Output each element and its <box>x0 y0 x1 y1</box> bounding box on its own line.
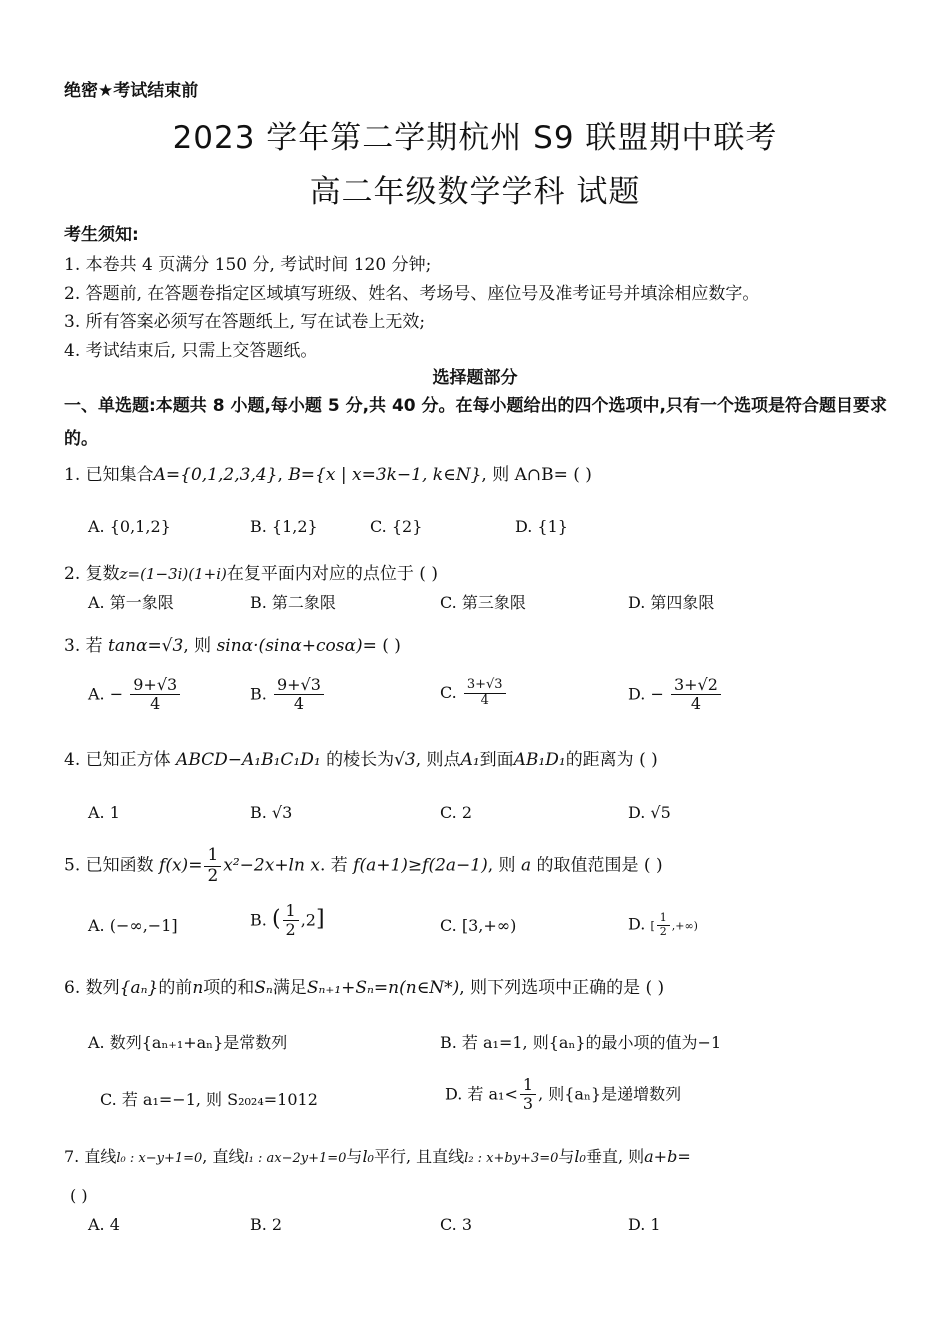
numerator: 1 <box>283 902 299 921</box>
numerator: 9+√3 <box>274 676 324 695</box>
option-a: A. {0,1,2} <box>88 517 171 536</box>
fraction <box>274 676 324 714</box>
question-stem: 垂直, 则 <box>585 1147 645 1166</box>
question-stem: 满足 <box>272 978 307 998</box>
option-rest: ,2 <box>300 910 316 930</box>
option-label: D. <box>628 684 646 704</box>
option-a <box>88 676 182 714</box>
question-stem: 已知函数 <box>85 855 154 876</box>
option-a: A. 数列{aₙ₊₁+aₙ}是常数列 <box>88 1033 288 1052</box>
option-rest: , 则{aₙ}是递增数列 <box>538 1084 682 1104</box>
question-7 <box>64 1144 691 1167</box>
math-expr: ABCD−A₁B₁C₁D₁ <box>176 750 321 770</box>
question-stem: , 则点 <box>415 750 461 770</box>
math-expr: l₀ : x−y+1=0 <box>116 1151 203 1166</box>
option-b: B. 若 a₁=1, 则{aₙ}的最小项的值为−1 <box>440 1033 722 1052</box>
numerator: 1 <box>520 1076 536 1095</box>
option-b: B. 2 <box>250 1215 283 1234</box>
option-c: C. [3,+∞) <box>440 916 517 935</box>
math-expr: A₁ <box>460 750 480 770</box>
question-stem: , 则下列选项中正确的是 ( ) <box>459 978 665 998</box>
numerator: 3+√2 <box>671 676 721 695</box>
question-stem: 与 <box>558 1147 575 1166</box>
option-d: D. √5 <box>628 803 671 822</box>
answer-blank: ( ) <box>70 1186 88 1205</box>
option-a: A. 4 <box>88 1215 120 1234</box>
question-stem: 与 <box>346 1147 363 1166</box>
option-d <box>628 912 698 938</box>
fraction <box>657 912 670 938</box>
option-label: C. <box>440 682 457 702</box>
option-a: A. 第一象限 <box>88 593 174 612</box>
section-intro: 一、单选题:本题共 8 小题,每小题 5 分,共 40 分。在每小题给出的四个选项中,只有一个选项是符合题目要求的。 <box>64 396 887 449</box>
numerator: 9+√3 <box>130 676 180 695</box>
math-expr: z=(1−3i)(1+i) <box>119 565 227 583</box>
fraction <box>520 1076 536 1114</box>
denominator: 4 <box>690 694 702 714</box>
question-stem: , 则 <box>183 636 212 656</box>
question-stem: 已知正方体 <box>85 750 171 770</box>
math-expr: f(x)= <box>159 855 203 876</box>
option-b <box>250 902 325 940</box>
option-c: C. 2 <box>440 803 473 822</box>
option-c: C. 3 <box>440 1215 473 1234</box>
close-bracket: ] <box>315 906 325 932</box>
math-expr: sinα·(sinα+cosα)= <box>216 636 377 656</box>
option-c: C. 若 a₁=−1, 则 S₂₀₂₄=1012 <box>100 1090 318 1109</box>
question-stem: 若 <box>85 636 103 656</box>
secret-mark: 绝密★考试结束前 <box>64 81 199 101</box>
instruction-item: 4. 考试结束后, 只需上交答题纸。 <box>64 341 318 361</box>
open-paren: ( <box>271 906 281 932</box>
question-4 <box>64 745 658 770</box>
option-a: A. (−∞,−1] <box>88 916 178 935</box>
question-number: 3. <box>64 636 81 656</box>
exam-subtitle: 高二年级数学学科 试题 <box>309 174 641 210</box>
math-expr: {aₙ} <box>119 978 159 998</box>
question-number: 6. <box>64 978 81 998</box>
question-stem: 直线 <box>84 1147 117 1166</box>
question-5 <box>64 846 663 886</box>
question-3 <box>64 631 401 656</box>
math-expr: a <box>520 855 532 876</box>
question-6 <box>64 973 664 998</box>
denominator: 2 <box>659 924 667 938</box>
denominator: 2 <box>285 920 296 940</box>
instructions-heading: 考生须知: <box>64 225 139 245</box>
math-expr: l₀ <box>362 1147 374 1166</box>
math-expr: AB₁D₁ <box>513 750 566 770</box>
sign: − <box>650 684 664 704</box>
option-label: B. <box>250 684 267 704</box>
question-stem: , 则 <box>487 855 516 876</box>
option-c <box>440 678 508 709</box>
option-label: D. <box>628 914 646 934</box>
math-expr: l₀ <box>574 1147 586 1166</box>
math-expr: Sₙ <box>254 978 273 998</box>
denominator: 4 <box>293 694 305 714</box>
fraction <box>204 846 221 886</box>
question-number: 7. <box>64 1147 80 1166</box>
option-label: A. <box>88 684 105 704</box>
math-expr: n <box>192 978 204 998</box>
option-label: D. 若 a₁< <box>445 1084 518 1104</box>
exam-title: 2023 学年第二学期杭州 S9 联盟期中联考 <box>172 120 778 156</box>
denominator: 2 <box>207 865 219 886</box>
question-stem: 的棱长为 <box>326 750 395 770</box>
option-rest: ,+∞) <box>671 919 698 933</box>
punct: , <box>277 465 283 485</box>
question-stem: 项的和 <box>203 978 255 998</box>
option-a: A. 1 <box>88 803 120 822</box>
option-b: B. √3 <box>250 803 293 822</box>
math-expr: f(a+1)≥f(2a−1) <box>353 855 488 876</box>
instruction-item: 2. 答题前, 在答题卷指定区域填写班级、姓名、考场号、座位号及准考证号并填涂相应数字。 <box>64 284 760 304</box>
question-stem: 的距离为 ( ) <box>565 750 658 770</box>
option-c: C. 第三象限 <box>440 593 526 612</box>
question-stem: , 直线 <box>202 1147 245 1166</box>
option-b: B. {1,2} <box>250 517 318 536</box>
numerator: 1 <box>657 912 670 926</box>
math-expr: Sₙ₊₁+Sₙ=n(n∈N*) <box>306 978 460 998</box>
option-b: B. 第二象限 <box>250 593 336 612</box>
fraction <box>130 676 180 714</box>
option-d: D. 第四象限 <box>628 593 715 612</box>
question-1 <box>64 460 592 485</box>
math-expr: a+b= <box>644 1147 691 1166</box>
option-c: C. {2} <box>370 517 423 536</box>
fraction <box>671 676 721 714</box>
question-stem: 到面 <box>479 750 514 770</box>
math-expr: √3 <box>394 750 416 770</box>
option-d <box>628 676 723 714</box>
question-number: 2. <box>64 564 81 584</box>
instruction-item: 3. 所有答案必须写在答题纸上, 写在试卷上无效; <box>64 312 426 332</box>
question-number: 5. <box>64 855 81 876</box>
option-d: D. {1} <box>515 517 568 536</box>
denominator: 4 <box>480 692 489 708</box>
numerator: 3+√3 <box>464 678 506 694</box>
question-number: 4. <box>64 750 81 770</box>
question-stem: . 若 <box>319 855 348 876</box>
question-stem: 平行, 且直线 <box>373 1147 465 1166</box>
question-2 <box>64 559 438 584</box>
denominator: 3 <box>522 1094 534 1114</box>
math-expr: A={0,1,2,3,4} <box>153 465 278 485</box>
question-number: 1. <box>64 465 81 485</box>
question-stem: 复数 <box>85 564 120 584</box>
option-b <box>250 676 326 714</box>
sign: − <box>109 684 124 704</box>
option-d <box>445 1076 681 1114</box>
question-stem: ( ) <box>382 636 401 656</box>
question-stem: 在复平面内对应的点位于 ( ) <box>226 564 438 584</box>
question-stem: 数列 <box>85 978 120 998</box>
math-expr: l₁ : ax−2y+1=0 <box>244 1151 347 1166</box>
math-expr: x²−2x+ln x <box>223 855 320 876</box>
fraction <box>464 678 506 709</box>
math-expr: l₂ : x+by+3=0 <box>464 1151 559 1166</box>
question-stem: 的取值范围是 ( ) <box>536 855 663 876</box>
question-stem: , 则 A∩B= ( ) <box>481 465 592 485</box>
numerator: 1 <box>204 846 221 867</box>
open-bracket: [ <box>650 919 655 933</box>
instruction-item: 1. 本卷共 4 页满分 150 分, 考试时间 120 分钟; <box>64 255 432 275</box>
option-d: D. 1 <box>628 1215 661 1234</box>
math-expr: B={x | x=3k−1, k∈N} <box>288 465 482 485</box>
denominator: 4 <box>150 694 161 714</box>
question-stem: 的前 <box>158 978 193 998</box>
math-expr: tanα=√3 <box>108 636 184 656</box>
option-label: B. <box>250 910 267 930</box>
question-stem: 已知集合 <box>85 465 154 485</box>
part-title: 选择题部分 <box>432 368 518 388</box>
fraction <box>283 902 299 940</box>
